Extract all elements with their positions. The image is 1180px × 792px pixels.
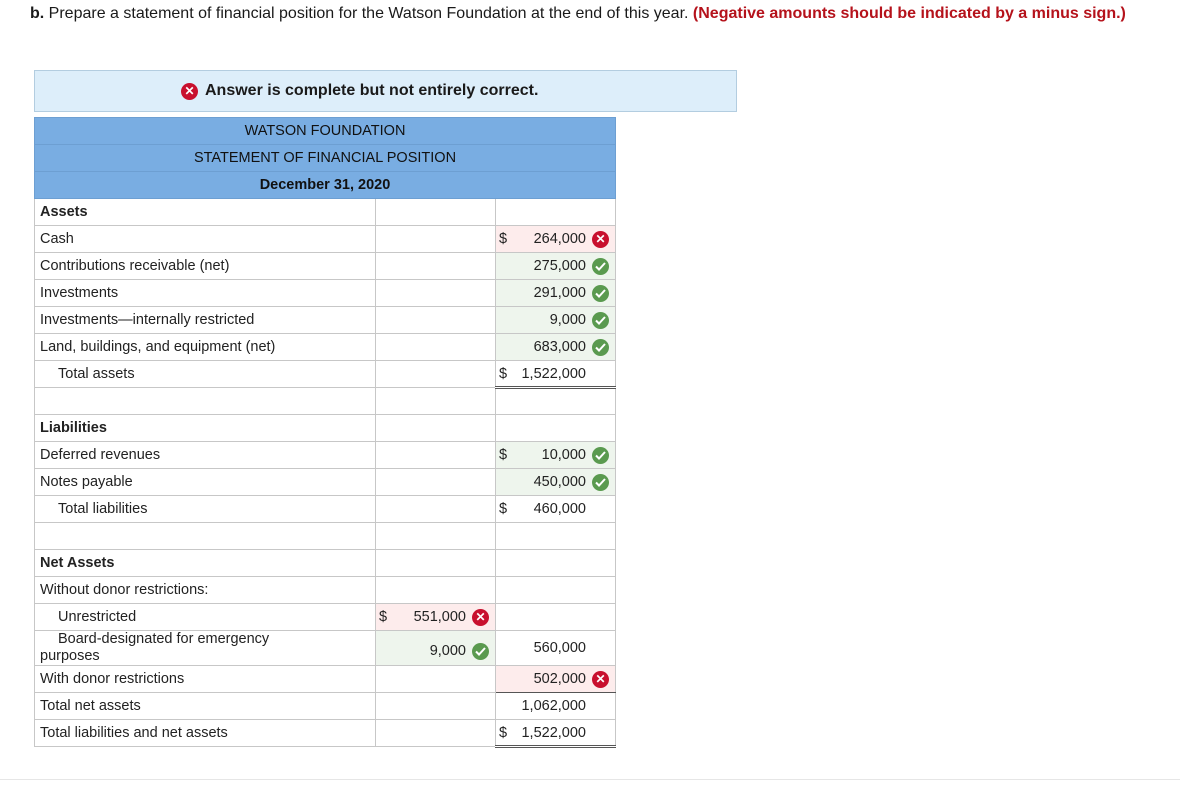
row-label: Investments—internally restricted	[35, 307, 376, 334]
table-row	[35, 307, 616, 334]
check-icon	[592, 258, 609, 275]
contributions-receivable-input[interactable]: 275,000	[496, 253, 616, 280]
incorrect-icon: ✕	[592, 231, 609, 248]
table-row	[35, 415, 616, 442]
table-row	[35, 442, 616, 469]
statement-title: STATEMENT OF FINANCIAL POSITION	[35, 145, 616, 172]
check-icon	[592, 312, 609, 329]
row-label: Land, buildings, and equipment (net)	[35, 334, 376, 361]
table-row	[35, 693, 616, 720]
notes-payable-input[interactable]: 450,000	[496, 469, 616, 496]
table-row	[35, 199, 616, 226]
table-row	[35, 631, 616, 666]
board-designated-input[interactable]: 9,000	[376, 631, 496, 666]
question-text: Prepare a statement of financial position for the Watson Foundation at the end of this year.	[48, 5, 689, 22]
table-row	[35, 604, 616, 631]
table-row	[35, 280, 616, 307]
total-assets-value: $ 1,522,000	[496, 361, 616, 388]
row-label: Notes payable	[35, 469, 376, 496]
total-net-assets-value: 1,062,000	[496, 693, 616, 720]
x-circle-icon: ✕	[181, 83, 198, 100]
investments-restricted-input[interactable]: 9,000	[496, 307, 616, 334]
table-row	[35, 469, 616, 496]
row-label: Total assets	[35, 361, 376, 388]
without-donor-subtotal: 560,000	[496, 631, 616, 666]
table-row	[35, 226, 616, 253]
with-donor-input[interactable]: 502,000 ✕	[496, 666, 616, 693]
question-prompt	[30, 3, 1160, 25]
row-label: Without donor restrictions:	[35, 577, 376, 604]
table-row	[35, 550, 616, 577]
check-icon	[472, 643, 489, 660]
deferred-revenues-input[interactable]: $ 10,000	[496, 442, 616, 469]
statement-date: December 31, 2020	[35, 172, 616, 199]
table-row	[35, 523, 616, 550]
cash-input[interactable]: $ 264,000 ✕	[496, 226, 616, 253]
liabilities-heading: Liabilities	[35, 415, 376, 442]
row-label: Total liabilities	[35, 496, 376, 523]
divider	[0, 779, 1180, 780]
row-label: Investments	[35, 280, 376, 307]
row-label: Unrestricted	[35, 604, 376, 631]
table-row	[35, 334, 616, 361]
financial-position-table	[34, 117, 616, 748]
net-assets-heading: Net Assets	[35, 550, 376, 577]
row-label: With donor restrictions	[35, 666, 376, 693]
row-label: Deferred revenues	[35, 442, 376, 469]
question-label: b.	[30, 5, 45, 22]
check-icon	[592, 474, 609, 491]
table-row	[35, 388, 616, 415]
table-row	[35, 577, 616, 604]
table-row	[35, 361, 616, 388]
table-row	[35, 666, 616, 693]
answer-status-text: Answer is complete but not entirely correct.	[205, 82, 539, 99]
table-row	[35, 720, 616, 747]
answer-status-banner	[34, 70, 737, 112]
incorrect-icon: ✕	[592, 671, 609, 688]
table-row	[35, 496, 616, 523]
row-label: Total liabilities and net assets	[35, 720, 376, 747]
check-icon	[592, 339, 609, 356]
unrestricted-input[interactable]: $ 551,000 ✕	[376, 604, 496, 631]
table-row	[35, 253, 616, 280]
row-label: Cash	[35, 226, 376, 253]
check-icon	[592, 285, 609, 302]
assets-heading: Assets	[35, 199, 376, 226]
investments-input[interactable]: 291,000	[496, 280, 616, 307]
total-liabilities-net-assets-value: $ 1,522,000	[496, 720, 616, 747]
row-label: Board-designated for emergency purposes	[35, 631, 376, 666]
row-label: Total net assets	[35, 693, 376, 720]
entity-name: WATSON FOUNDATION	[35, 118, 616, 145]
row-label: Contributions receivable (net)	[35, 253, 376, 280]
cash-value: 264,000	[533, 231, 586, 247]
check-icon	[592, 447, 609, 464]
total-liabilities-value: $ 460,000	[496, 496, 616, 523]
land-buildings-input[interactable]: 683,000	[496, 334, 616, 361]
question-note: (Negative amounts should be indicated by a minus sign.)	[692, 5, 1126, 22]
incorrect-icon: ✕	[472, 609, 489, 626]
